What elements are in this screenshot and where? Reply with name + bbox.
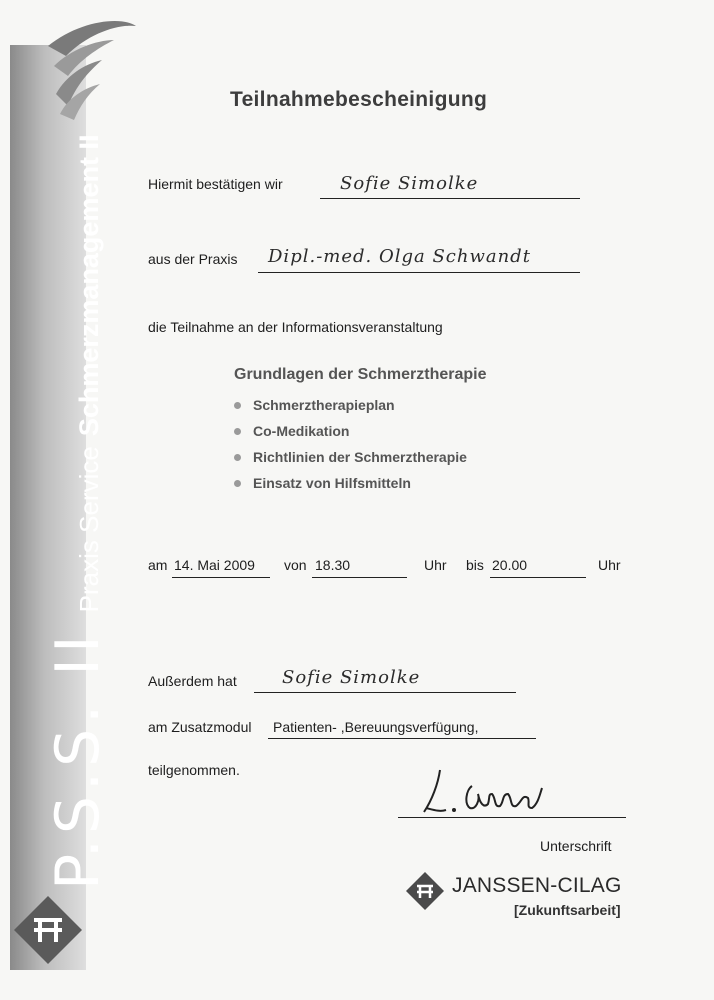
pss-logo-text: P.S.S. II [43,630,113,890]
topic-item: Schmerztherapieplan [234,392,467,418]
from-underline [312,577,407,578]
practice-name: Dipl.-med. Olga Schwandt [268,246,531,267]
certificate-title: Teilnahmebescheinigung [230,88,488,111]
to-label: bis [466,557,484,573]
additionally-label: Außerdem hat [148,673,237,689]
module-name: Patienten- ,Bereuungsverfügung, [273,719,479,735]
participation-text: die Teilnahme an der Informationsveranstaltung [148,319,443,335]
participant-name: Sofie Simolke [340,173,479,194]
bullet-icon [234,402,241,409]
uhr-label-1: Uhr [424,557,447,573]
praxis-service-text: Praxis Service [74,446,104,613]
uhr-label-2: Uhr [598,557,621,573]
to-time: 20.00 [492,557,528,573]
confirm-label: Hiermit bestätigen wir [148,176,283,192]
practice-label: aus der Praxis [148,251,238,267]
topic-item: Co-Medikation [234,418,467,444]
bullet-icon [234,480,241,487]
janssen-emblem-icon [10,890,86,970]
to-underline [490,577,586,578]
swoosh-logo-icon [40,14,140,124]
from-time: 18.30 [315,557,351,573]
janssen-diamond-icon [404,870,446,912]
handwritten-signature [418,764,548,824]
date-label: am [148,557,168,573]
signature-label: Unterschrift [540,838,612,854]
topic-item: Einsatz von Hilfsmitteln [234,470,467,496]
topic-list [234,392,467,496]
participated-text: teilgenommen. [148,762,240,778]
topic-item: Richtlinien der Schmerztherapie [234,444,467,470]
date-value: 14. Mai 2009 [174,557,255,573]
additional-underline [254,692,516,693]
participant-underline [320,198,580,199]
module-label: am Zusatzmodul [148,719,252,735]
janssen-cilag-name: JANSSEN-CILAG [452,874,622,897]
bullet-icon [234,454,241,461]
practice-underline [258,272,580,273]
course-title: Grundlagen der Schmerztherapie [234,366,487,383]
zukunftsarbeit-tagline: [Zukunftsarbeit] [514,902,621,918]
module-underline [268,738,536,739]
signature-underline [398,817,626,818]
date-underline [172,577,270,578]
sidebar-branding [43,134,113,890]
from-label: von [284,557,307,573]
schmerzmanagement-text: Schmerzmanagement II [74,134,104,437]
janssen-cilag-logo [404,868,644,928]
additional-name: Sofie Simolke [282,667,421,688]
bullet-icon [234,428,241,435]
